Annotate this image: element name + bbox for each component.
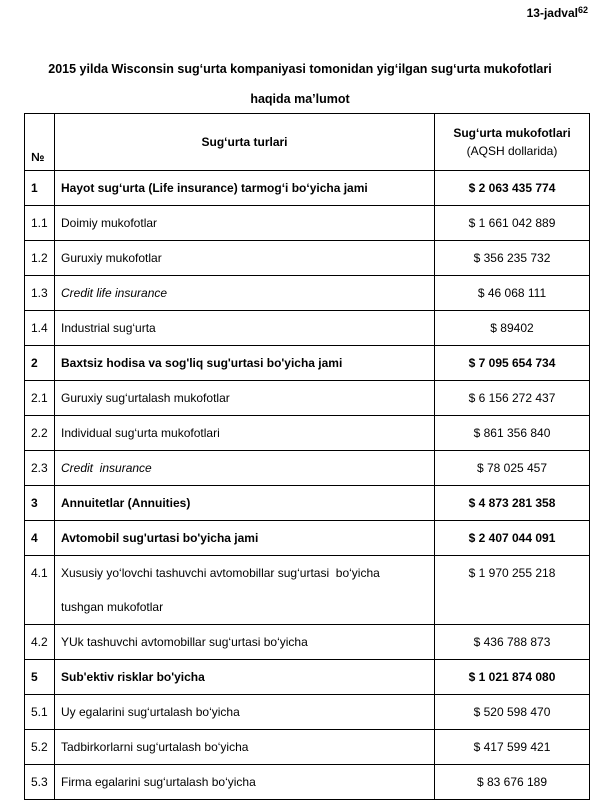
row-name: Uy egalarini sug‘urtalash bo‘yicha — [55, 695, 435, 730]
table-row — [25, 416, 590, 451]
row-num: 5.1 — [25, 695, 55, 730]
row-num: 1.4 — [25, 311, 55, 346]
header-insurance-types: Sug‘urta turlari — [55, 114, 435, 171]
row-name: Doimiy mukofotlar — [55, 206, 435, 241]
row-value: $ 46 068 111 — [435, 276, 590, 311]
row-name: Credit life insurance — [55, 276, 435, 311]
row-value: $ 78 025 457 — [435, 451, 590, 486]
row-name-line-1: Xususiy yo‘lovchi tashuvchi avtomobillar sug‘urtasi bo‘yicha — [61, 566, 380, 580]
header-premiums-title: Sug‘urta mukofotlari — [453, 126, 571, 140]
table-row — [25, 381, 590, 416]
row-name: Baxtsiz hodisa va sog'liq sug'urtasi bo'yicha jami — [55, 346, 435, 381]
header-premiums — [435, 114, 590, 171]
header-num: № — [25, 114, 55, 171]
row-num: 2 — [25, 346, 55, 381]
row-name — [55, 556, 435, 625]
row-name: Hayot sug‘urta (Life insurance) tarmog‘i bo‘yicha jami — [55, 171, 435, 206]
header-premiums-unit: (AQSH dollarida) — [466, 144, 558, 158]
row-value: $ 356 235 732 — [435, 241, 590, 276]
row-num: 4.1 — [25, 556, 55, 625]
table-label-footnote: 62 — [577, 5, 588, 15]
table-row — [25, 765, 590, 800]
row-value: $ 89402 — [435, 311, 590, 346]
table-row — [25, 660, 590, 695]
table-row — [25, 556, 590, 625]
row-num: 2.1 — [25, 381, 55, 416]
table-row — [25, 241, 590, 276]
row-value: $ 2 407 044 091 — [435, 521, 590, 556]
table-label-text: 13-jadval — [526, 6, 578, 20]
row-num: 5 — [25, 660, 55, 695]
row-value: $ 417 599 421 — [435, 730, 590, 765]
table-row — [25, 730, 590, 765]
row-num: 2.3 — [25, 451, 55, 486]
row-num: 1.2 — [25, 241, 55, 276]
row-value: $ 436 788 873 — [435, 625, 590, 660]
table-row — [25, 695, 590, 730]
row-num: 5.2 — [25, 730, 55, 765]
table-row — [25, 276, 590, 311]
row-num: 1.1 — [25, 206, 55, 241]
table-row — [25, 451, 590, 486]
row-name: YUk tashuvchi avtomobillar sug‘urtasi bo‘yicha — [55, 625, 435, 660]
row-value: $ 1 970 255 218 — [435, 556, 590, 625]
row-value: $ 7 095 654 734 — [435, 346, 590, 381]
row-value: $ 1 021 874 080 — [435, 660, 590, 695]
table-title-line-1: 2015 yilda Wisconsin sug‘urta kompaniyasi tomonidan yig‘ilgan sug‘urta mukofotlari — [48, 62, 552, 76]
row-name: Guruxiy mukofotlar — [55, 241, 435, 276]
table-row — [25, 311, 590, 346]
table-header-row — [25, 114, 590, 171]
row-name: Annuitetlar (Annuities) — [55, 486, 435, 521]
table-label — [527, 5, 588, 20]
row-num: 2.2 — [25, 416, 55, 451]
row-num: 3 — [25, 486, 55, 521]
row-num: 1.3 — [25, 276, 55, 311]
row-value: $ 1 661 042 889 — [435, 206, 590, 241]
row-num: 5.3 — [25, 765, 55, 800]
row-value: $ 861 356 840 — [435, 416, 590, 451]
row-name: Guruxiy sug‘urtalash mukofotlar — [55, 381, 435, 416]
row-name: Credit insurance — [55, 451, 435, 486]
row-num: 1 — [25, 171, 55, 206]
row-name-line-2: tushgan mukofotlar — [61, 600, 164, 614]
row-name: Firma egalarini sug‘urtalash bo‘yicha — [55, 765, 435, 800]
row-name: Avtomobil sug'urtasi bo'yicha jami — [55, 521, 435, 556]
row-value: $ 4 873 281 358 — [435, 486, 590, 521]
row-value: $ 6 156 272 437 — [435, 381, 590, 416]
row-value: $ 2 063 435 774 — [435, 171, 590, 206]
row-num: 4 — [25, 521, 55, 556]
row-name: Individual sug‘urta mukofotlari — [55, 416, 435, 451]
insurance-premiums-table — [24, 113, 590, 800]
table-title-line-2: haqida ma’lumot — [250, 92, 350, 106]
table-row — [25, 171, 590, 206]
table-row — [25, 206, 590, 241]
table-row — [25, 486, 590, 521]
row-value: $ 520 598 470 — [435, 695, 590, 730]
table-row — [25, 346, 590, 381]
row-value: $ 83 676 189 — [435, 765, 590, 800]
row-name: Industrial sug‘urta — [55, 311, 435, 346]
row-num: 4.2 — [25, 625, 55, 660]
table-row — [25, 625, 590, 660]
row-name: Sub'ektiv risklar bo'yicha — [55, 660, 435, 695]
table-row — [25, 521, 590, 556]
row-name: Tadbirkorlarni sug‘urtalash bo‘yicha — [55, 730, 435, 765]
